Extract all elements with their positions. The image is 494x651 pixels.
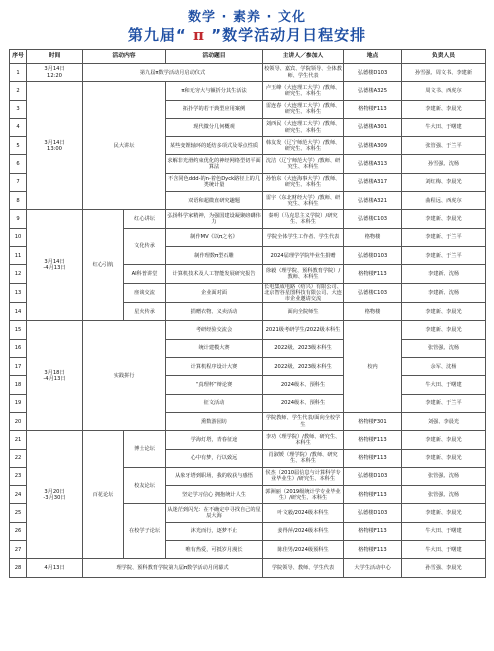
- table-row: [10, 82, 486, 100]
- table-cell: 李建新、李晨光: [402, 100, 486, 118]
- table-cell: “真理杯”辩论赛: [166, 376, 263, 394]
- table-cell: 计算机技术及人工智能发展研究报告: [166, 265, 263, 283]
- table-cell: 座谈交流: [124, 283, 166, 303]
- table-cell: 19: [10, 394, 27, 412]
- table-cell: 9: [10, 210, 27, 228]
- table-cell: 格物楼F113: [344, 541, 402, 559]
- table-cell: 制作MV《以π之名》: [166, 228, 263, 246]
- table-cell: 12: [10, 265, 27, 283]
- table-cell: 15: [10, 321, 27, 339]
- table-cell: 李建新、李晨光: [402, 321, 486, 339]
- table-cell: 2021级考研学生/2022级本科生: [263, 321, 344, 339]
- table-cell: 曲程远、西虎尔: [402, 192, 486, 210]
- table-cell: 弘德楼A317: [344, 173, 402, 191]
- table-cell: 弘德楼A301: [344, 118, 402, 136]
- table-cell: 校友论坛: [124, 467, 166, 504]
- table-cell: 肖淑媛（理学院）/教师、研究生、本科生: [263, 449, 344, 467]
- table-cell: 8: [10, 192, 27, 210]
- table-cell: 叶文毅/2024级本科生: [263, 504, 344, 522]
- table-cell: 格物楼F113: [344, 431, 402, 449]
- table-cell: 弘德楼D103: [344, 246, 402, 264]
- page-title-line2: 第九届“ π ”数学活动月日程安排: [127, 26, 367, 44]
- table-cell: 现代微分几何概观: [166, 118, 263, 136]
- table-cell: 心中有梦，行以致远: [166, 449, 263, 467]
- table-cell: 格物楼F113: [344, 265, 402, 283]
- table-cell: 孙雪强、李晨光: [402, 559, 486, 577]
- table-cell: 面向全院师生: [263, 303, 344, 321]
- table-cell: 23: [10, 467, 27, 485]
- table-cell: 某些变锂轴环的延结多项式及零点性质: [166, 137, 263, 155]
- table-cell: 6: [10, 155, 27, 173]
- table-cell: 韩友发（辽宁师范大学）/教师、研究生、本科生: [263, 137, 344, 155]
- table-cell: 牛大田、于曙建: [402, 376, 486, 394]
- table-cell: 牛大田、于曙建: [402, 118, 486, 136]
- table-cell: 格物楼: [344, 228, 402, 246]
- table-cell: 红心引航: [83, 210, 124, 321]
- table-cell: 5: [10, 137, 27, 155]
- table-cell: 秦明（马克思主义学院）/研究生、本科生: [263, 210, 344, 228]
- table-cell: 28: [10, 559, 27, 577]
- table-cell: 3月14日 -4月13日: [27, 210, 83, 321]
- table-cell: 从迷茫到闪光：在不确定中寻找自己的星辰大海: [166, 504, 263, 522]
- table-cell: 16: [10, 339, 27, 357]
- table-cell: 2024级本、预科生: [263, 394, 344, 412]
- table-cell: 弘德楼A321: [344, 192, 402, 210]
- table-cell: 25: [10, 504, 27, 522]
- table-cell: 弘德楼C103: [344, 283, 402, 303]
- table-cell: AI科普讲堂: [124, 265, 166, 283]
- table-cell: 11: [10, 246, 27, 264]
- table-cell: 校领导、嘉宾、学院领导、全体教师、学生代表: [263, 64, 344, 82]
- table-cell: 格物楼F113: [344, 449, 402, 467]
- table-cell: 孙怡东（大连海事大学）/教师、研究生、本科生: [263, 173, 344, 191]
- table-cell: 27: [10, 541, 27, 559]
- table-cell: 计算机程序设计大赛: [166, 358, 263, 376]
- table-cell: 弘德楼A325: [344, 82, 402, 100]
- table-cell: 征文活动: [166, 394, 263, 412]
- header-cell: 序号: [10, 50, 27, 64]
- table-cell: 孙雪强、沈杨: [402, 155, 486, 173]
- table-header-row: [10, 50, 486, 64]
- table-cell: 弘德楼D103: [344, 504, 402, 522]
- table-cell: 李建新、沈杨: [402, 283, 486, 303]
- table-cell: 张管强、沈杨: [402, 486, 486, 504]
- table-cell: 4: [10, 118, 27, 136]
- table-cell: 弘德楼D103: [344, 64, 402, 82]
- table-cell: 考研经验交流会: [166, 321, 263, 339]
- table-cell: 刘红梅、李晨光: [402, 173, 486, 191]
- table-cell: 4月13日: [27, 559, 83, 577]
- table-cell: 学海灯塔，青春征途: [166, 431, 263, 449]
- table-cell: 李建新、于兰平: [402, 394, 486, 412]
- table-cell: 李建新、李晨光: [402, 210, 486, 228]
- table-cell: 求解非光滑约束优化的神经网络型切平面算法: [166, 155, 263, 173]
- table-cell: 博士论坛: [124, 431, 166, 468]
- table-cell: 2: [10, 82, 27, 100]
- table-row: [10, 64, 486, 82]
- table-cell: 13: [10, 283, 27, 303]
- table-cell: 李建新、沈杨: [402, 265, 486, 283]
- header-cell: 活动内容: [83, 50, 166, 64]
- table-cell: 雷连春（大连理工大学）/教师、研究生、本科生: [263, 100, 344, 118]
- table-row: [10, 210, 486, 228]
- table-cell: 学院教师、学生代表/面向全校学生: [263, 412, 344, 430]
- table-cell: 学院领导、教师、学生代表: [263, 559, 344, 577]
- table-cell: 熏数游园坊: [166, 412, 263, 430]
- table-cell: 3月14日 12:20: [27, 64, 83, 82]
- table-cell: 唯有热爱，可抵岁月漫长: [166, 541, 263, 559]
- table-cell: 百花论坛: [83, 431, 124, 559]
- table-cell: 22: [10, 449, 27, 467]
- table-cell: 实践拼行: [83, 321, 166, 431]
- table-cell: 沐光而行，逐梦不止: [166, 522, 263, 540]
- table-row: [10, 321, 486, 339]
- table-cell: 企业面对面: [166, 283, 263, 303]
- table-cell: 大学生活动中心: [344, 559, 402, 577]
- table-cell: 格物楼F301: [344, 412, 402, 430]
- table-cell: 26: [10, 522, 27, 540]
- table-cell: π和无穷大与额折分其生活法: [166, 82, 263, 100]
- table-cell: 李建新、李晨光: [402, 303, 486, 321]
- table-cell: 弘扬科学家精神，为强国建设凝聚磅礴伟力: [166, 210, 263, 228]
- table-cell: 雷宇（东北财经大学）/教师、研究生、本科生: [263, 192, 344, 210]
- table-cell: 2024届理学学院毕业生捐赠: [263, 246, 344, 264]
- table-cell: 3月18日 -4月13日: [27, 321, 83, 431]
- table-cell: 格物楼F113: [344, 486, 402, 504]
- table-cell: 3: [10, 100, 27, 118]
- table-cell: 孙雪强、周文书、李建新: [402, 64, 486, 82]
- table-cell: 统计建模大赛: [166, 339, 263, 357]
- table-cell: 弘德楼A313: [344, 155, 402, 173]
- table-cell: 21: [10, 431, 27, 449]
- table-cell: 10: [10, 228, 27, 246]
- table-cell: 在校学子论坛: [124, 504, 166, 559]
- table-cell: 周文书、西虎尔: [402, 82, 486, 100]
- table-cell: 星火传承: [124, 303, 166, 321]
- table-cell: 弘德楼C103: [344, 210, 402, 228]
- table-cell: 理学院、预科教育学院第九届π数学活动月闭幕式: [83, 559, 263, 577]
- table-cell: 不含同色ddd-的n-着色Dyck路径上的几类统计量: [166, 173, 263, 191]
- table-cell: 2022级、2023级本科生: [263, 358, 344, 376]
- table-cell: 民大讲坛: [83, 82, 166, 210]
- table-cell: 李建新、李晨光: [402, 431, 486, 449]
- table-cell: 刘强、李晨光: [402, 412, 486, 430]
- table-cell: 24: [10, 486, 27, 504]
- table-cell: 学院全体学生工作者、学生代表: [263, 228, 344, 246]
- table-cell: 从象牙塔到职场，我的收获与感悟: [166, 467, 263, 485]
- table-cell: 格物楼F113: [344, 522, 402, 540]
- schedule-table: [9, 49, 486, 578]
- table-row: [10, 431, 486, 449]
- table-cell: 校内: [344, 321, 402, 412]
- table-cell: 红心讲坛: [124, 210, 166, 228]
- page-title-line1: 数学 · 素养 · 文化: [188, 10, 306, 25]
- table-cell: 文化传承: [124, 228, 166, 265]
- table-cell: 李建新、李晨光: [402, 504, 486, 522]
- table-cell: 李建新、于兰平: [402, 246, 486, 264]
- table-cell: 双语和超微直研究趣题: [166, 192, 263, 210]
- table-cell: 牛大田、于曙建: [402, 541, 486, 559]
- pi-symbol: π: [193, 26, 205, 44]
- table-cell: 张管强、沈杨: [402, 339, 486, 357]
- table-cell: 张管强、于兰平: [402, 137, 486, 155]
- table-cell: 牛大田、于曙建: [402, 522, 486, 540]
- table-cell: 沈洁（辽宁师范大学）/教师、研究生、本科生: [263, 155, 344, 173]
- header-cell: 主讲人／参加人: [263, 50, 344, 64]
- table-cell: 格物楼F113: [344, 100, 402, 118]
- table-cell: 格物楼: [344, 303, 402, 321]
- table-cell: 捐赠衣物、义卖活动: [166, 303, 263, 321]
- table-cell: 2024级本、预科生: [263, 376, 344, 394]
- table-cell: 卢玉峰（大连理工大学）/教师、研究生、本科生: [263, 82, 344, 100]
- header-cell: 活动题目: [166, 50, 263, 64]
- table-cell: 徐毅（理学院、预科教育学院）/教师、本科生: [263, 265, 344, 283]
- table-cell: 17: [10, 358, 27, 376]
- table-cell: 1: [10, 64, 27, 82]
- table-cell: 20: [10, 412, 27, 430]
- table-cell: 郭洲丽（2019级统计学专业毕业生）/研究生、本科生: [263, 486, 344, 504]
- header-cell: 地点: [344, 50, 402, 64]
- table-cell: 14: [10, 303, 27, 321]
- table-row: [10, 559, 486, 577]
- table-cell: 李建新、李晨光: [402, 449, 486, 467]
- table-cell: 余军、沈杨: [402, 358, 486, 376]
- table-cell: 7: [10, 173, 27, 191]
- table-cell: 3月20日 -3月30日: [27, 431, 83, 559]
- header-cell: 时间: [27, 50, 83, 64]
- table-cell: 姜得萍/2024级本科生: [263, 522, 344, 540]
- table-cell: 18: [10, 376, 27, 394]
- table-cell: 刘西民（大连理工大学）/教师、研究生、本科生: [263, 118, 344, 136]
- table-cell: 侯杰（2010届信息与计算科学专业毕业生）/研究生、本科生: [263, 467, 344, 485]
- table-cell: 3月14日 13:00: [27, 82, 83, 210]
- table-cell: 李建新、于兰平: [402, 228, 486, 246]
- table-cell: 陈佳男/2024级预科生: [263, 541, 344, 559]
- table-cell: 长电集成电路（绍兴）有限公司、北京智谷星图科技有限公司、大连市企业邀请交流: [264, 283, 342, 302]
- header-cell: 负责人员: [402, 50, 486, 64]
- table-cell: 拓扑学的若干典型应用案例: [166, 100, 263, 118]
- table-cell: 弘德楼A309: [344, 137, 402, 155]
- table-cell: 制作理数π型石雕: [166, 246, 263, 264]
- table-cell: 张管强、沈杨: [402, 467, 486, 485]
- table-cell: 坚定学习信心 拥抱统计人生: [166, 486, 263, 504]
- table-cell: 李功（理学院）/教师、研究生、本科生: [263, 431, 344, 449]
- table-cell: 第九届π数学活动月启动仪式: [83, 64, 263, 82]
- table-cell: 弘德楼D103: [344, 467, 402, 485]
- table-cell: 2022级、2023级本科生: [263, 339, 344, 357]
